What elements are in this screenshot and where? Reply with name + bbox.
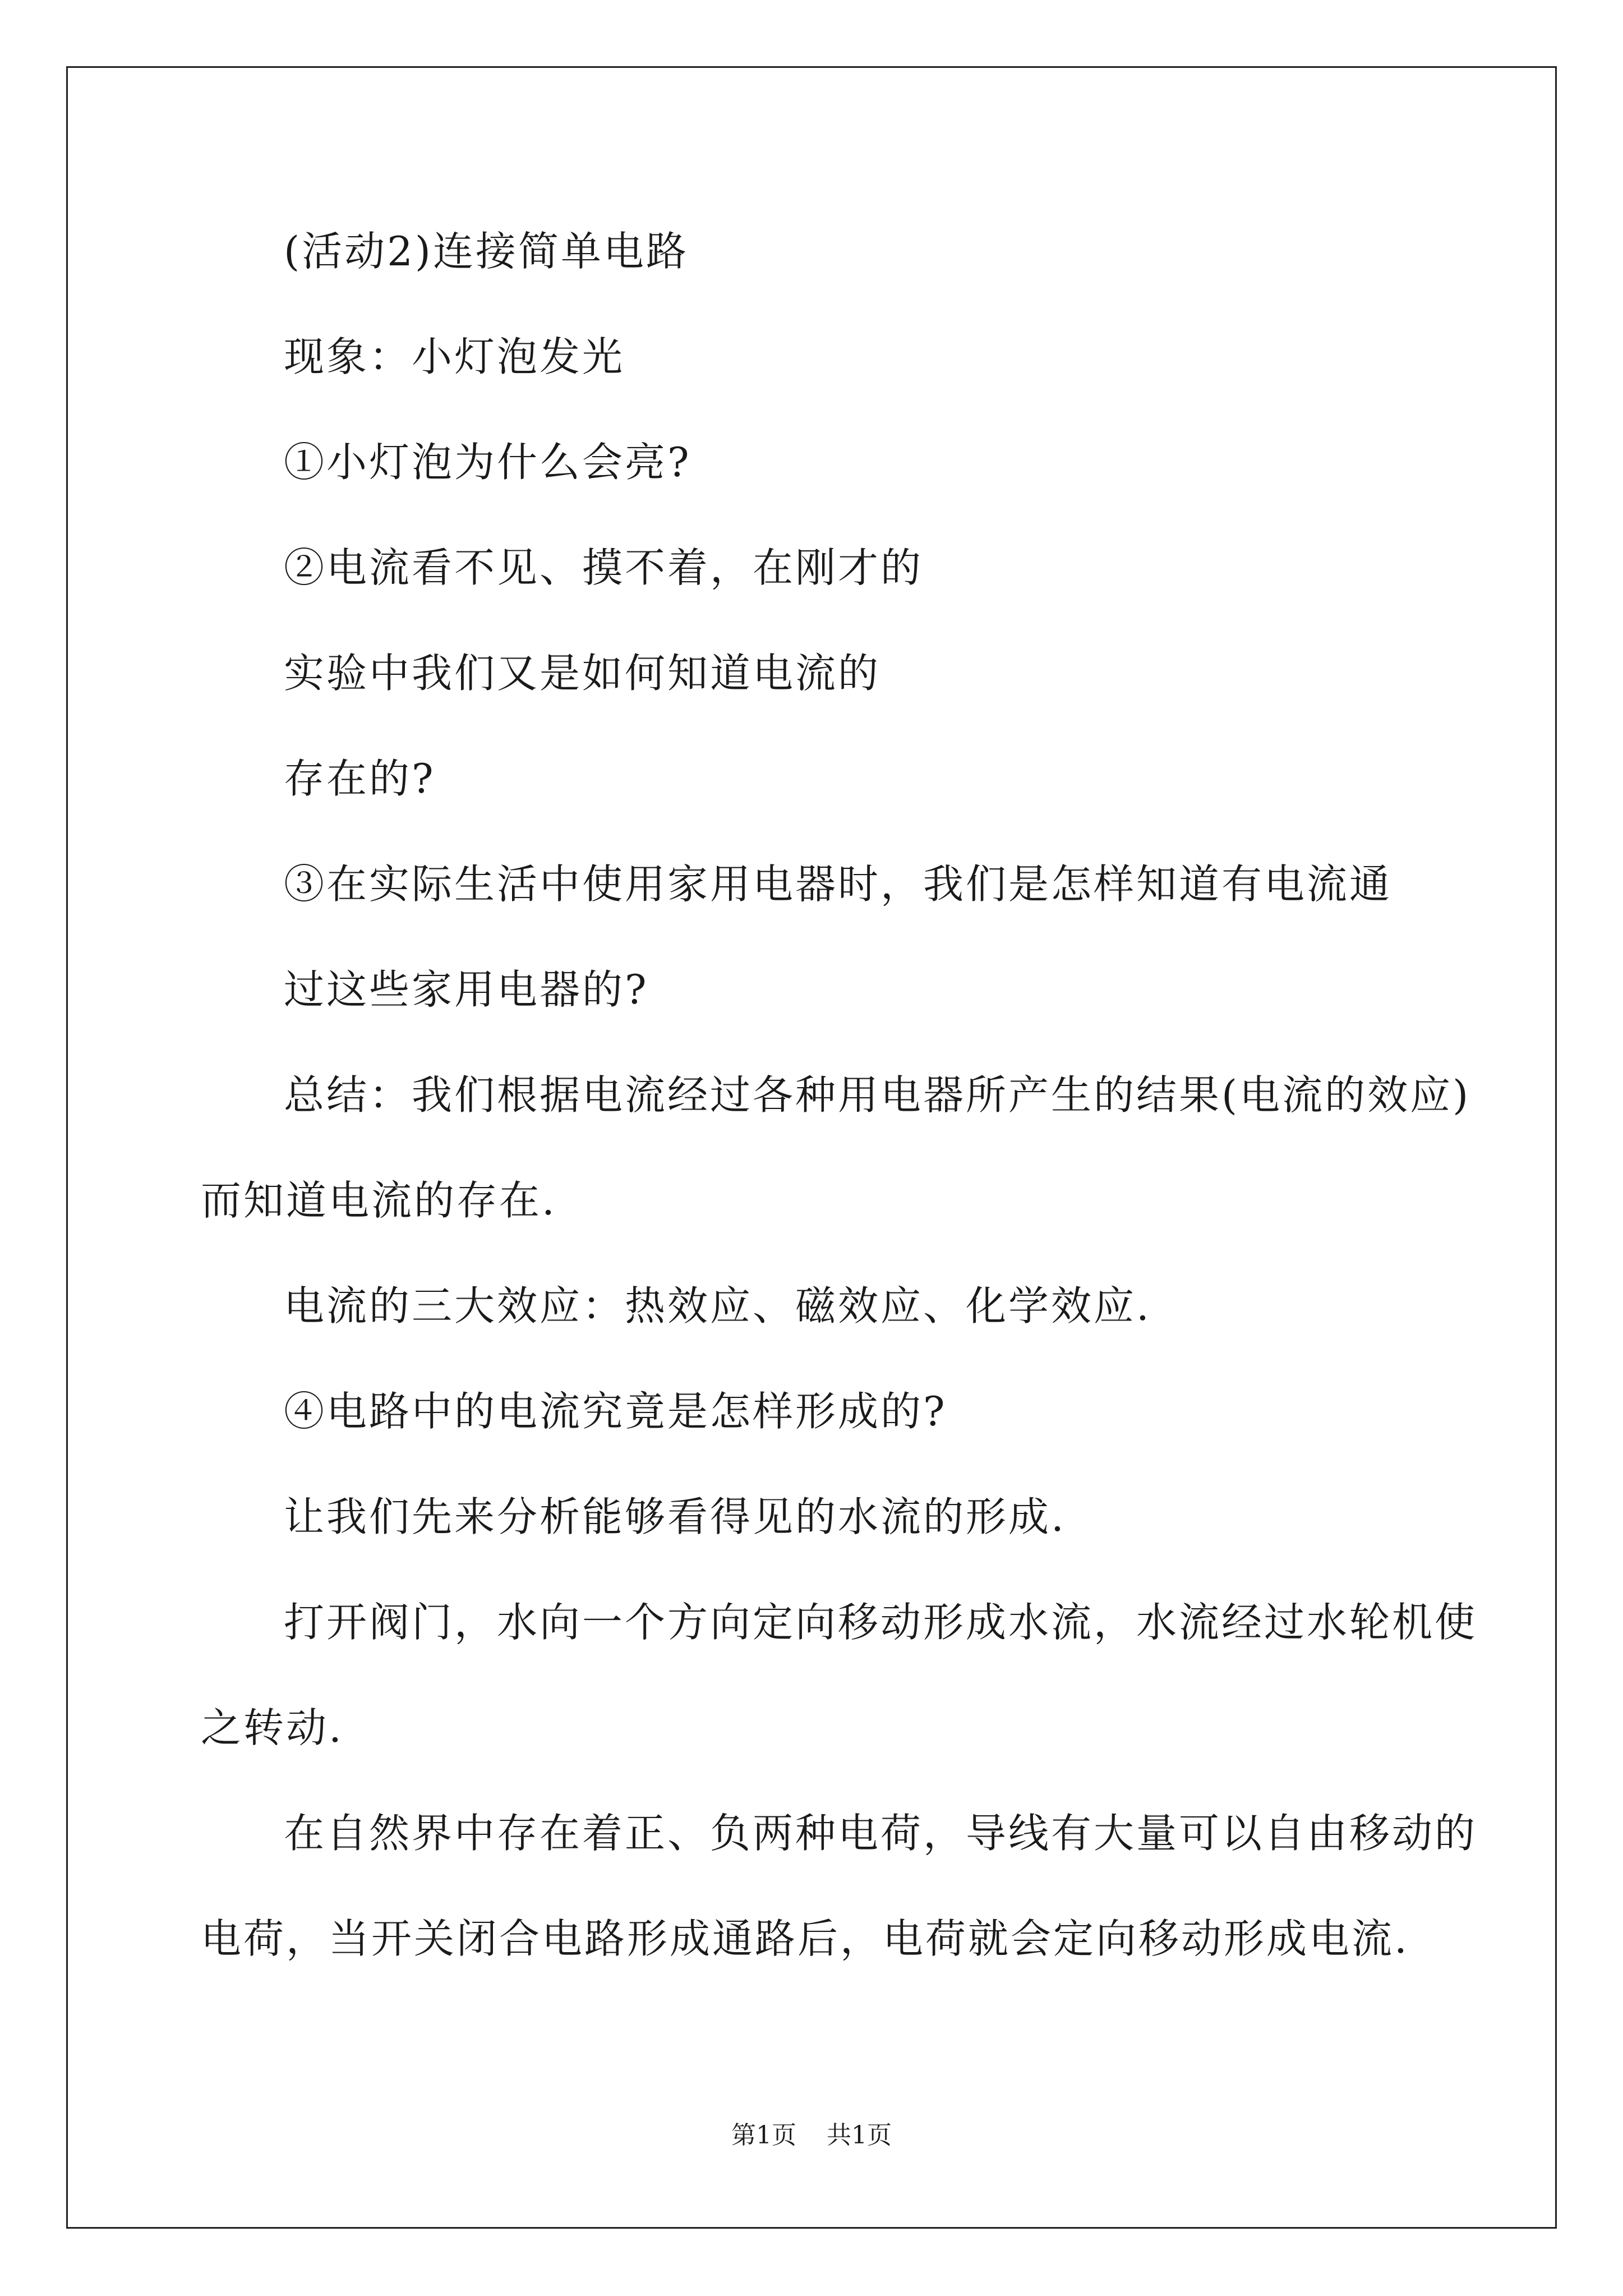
- paragraph-water-analysis: 让我们先来分析能够看得见的水流的形成.: [284, 1493, 1066, 1540]
- paragraph-summary-cont: 而知道电流的存在.: [201, 1177, 557, 1224]
- page-number-current: 第1页: [731, 2121, 796, 2150]
- paragraph-activity-title: (活动2)连接简单电路: [284, 228, 689, 275]
- paragraph-question-3: ③在实际生活中使用家用电器时，我们是怎样知道有电流通: [284, 861, 1393, 908]
- paragraph-question-2-cont: 实验中我们又是如何知道电流的: [284, 650, 881, 697]
- paragraph-question-2: ②电流看不见、摸不着，在刚才的: [284, 544, 924, 591]
- page-number-total: 共1页: [827, 2121, 892, 2150]
- page-footer: [0, 2122, 1623, 2150]
- paragraph-summary: 总结：我们根据电流经过各种用电器所产生的结果(电流的效应): [284, 1071, 1471, 1119]
- paragraph-question-3-cont: 过这些家用电器的?: [284, 966, 649, 1013]
- paragraph-valve-cont: 之转动.: [201, 1704, 344, 1751]
- paragraph-charges: 在自然界中存在着正、负两种电荷，导线有大量可以自由移动的: [284, 1810, 1478, 1857]
- paragraph-charges-cont: 电荷，当开关闭合电路形成通路后，电荷就会定向移动形成电流.: [201, 1915, 1409, 1962]
- paragraph-three-effects: 电流的三大效应：热效应、磁效应、化学效应.: [284, 1282, 1151, 1329]
- paragraph-phenomenon: 现象：小灯泡发光: [284, 333, 625, 380]
- paragraph-question-2-end: 存在的?: [284, 755, 436, 802]
- paragraph-question-4: ④电路中的电流究竟是怎样形成的?: [284, 1388, 947, 1435]
- page-border: [66, 66, 1557, 2229]
- paragraph-valve: 打开阀门，水向一个方向定向移动形成水流，水流经过水轮机使: [284, 1599, 1478, 1646]
- paragraph-question-1: ①小灯泡为什么会亮?: [284, 439, 691, 486]
